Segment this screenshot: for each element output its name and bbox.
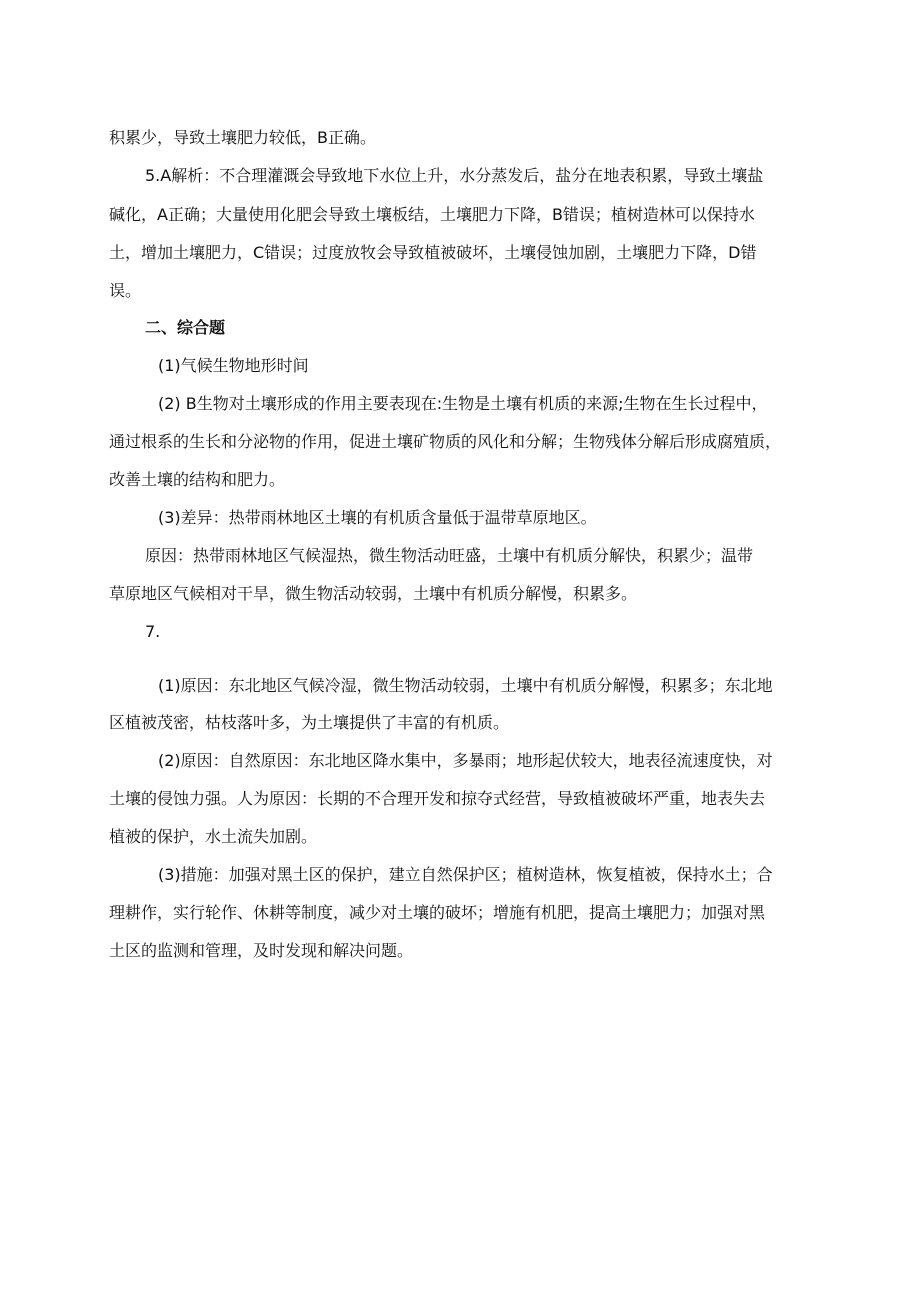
text-line: 土区的监测和管理，及时发现和解决问题。 <box>109 941 414 960</box>
text-line: 积累少，导致土壤肥力较低，B正确。 <box>109 128 376 147</box>
text-line: 原因：热带雨林地区气候湿热，微生物活动旺盛，土壤中有机质分解快，积累少；温带 <box>145 546 754 565</box>
text-line: (1)原因：东北地区气候冷湿，微生物活动较弱，土壤中有机质分解慢，积累多；东北地 <box>158 676 773 695</box>
text-line: 土壤的侵蚀力强。人为原因：长期的不合理开发和掠夺式经营，导致植被破坏严重，地表失去 <box>109 789 766 808</box>
text-line: 植被的保护，水土流失加剧。 <box>109 827 318 846</box>
text-line: (1)气候生物地形时间 <box>158 356 309 375</box>
text-line: (3)措施：加强对黑土区的保护，建立自然保护区；植树造林，恢复植被，保持水土；合 <box>158 865 773 884</box>
text-line: (2)原因：自然原因：东北地区降水集中，多暴雨；地形起伏较大，地表径流速度快，对 <box>158 751 773 770</box>
section-heading: 二、综合题 <box>145 318 226 337</box>
text-line: 土，增加土壤肥力，C错误；过度放牧会导致植被破坏，土壤侵蚀加剧，土壤肥力下降，D错 <box>109 243 757 262</box>
text-line: 碱化，A正确；大量使用化肥会导致土壤板结，土壤肥力下降，B错误；植树造林可以保持水 <box>109 205 755 224</box>
text-line: 5.A解析：不合理灌溉会导致地下水位上升，水分蒸发后，盐分在地表积累，导致土壤盐 <box>145 166 764 185</box>
text-line: 通过根系的生长和分泌物的作用，促进土壤矿物质的风化和分解；生物残体分解后形成腐殖质， <box>109 432 782 451</box>
text-line: 草原地区气候相对干旱，微生物活动较弱，土壤中有机质分解慢，积累多。 <box>109 584 638 603</box>
text-line: 区植被茂密，枯枝落叶多，为土壤提供了丰富的有机质。 <box>109 713 510 732</box>
text-line: 改善土壤的结构和肥力。 <box>109 470 286 489</box>
text-line: (2) B生物对土壤形成的作用主要表现在:生物是土壤有机质的来源;生物在生长过程中， <box>158 394 768 413</box>
text-line: 理耕作，实行轮作、休耕等制度，减少对土壤的破坏；增施有机肥，提高土壤肥力；加强对黑 <box>109 903 766 922</box>
text-line: (3)差异：热带雨林地区土壤的有机质含量低于温带草原地区。 <box>158 508 597 527</box>
question-number: 7. <box>145 622 161 641</box>
text-line: 误。 <box>109 281 142 300</box>
